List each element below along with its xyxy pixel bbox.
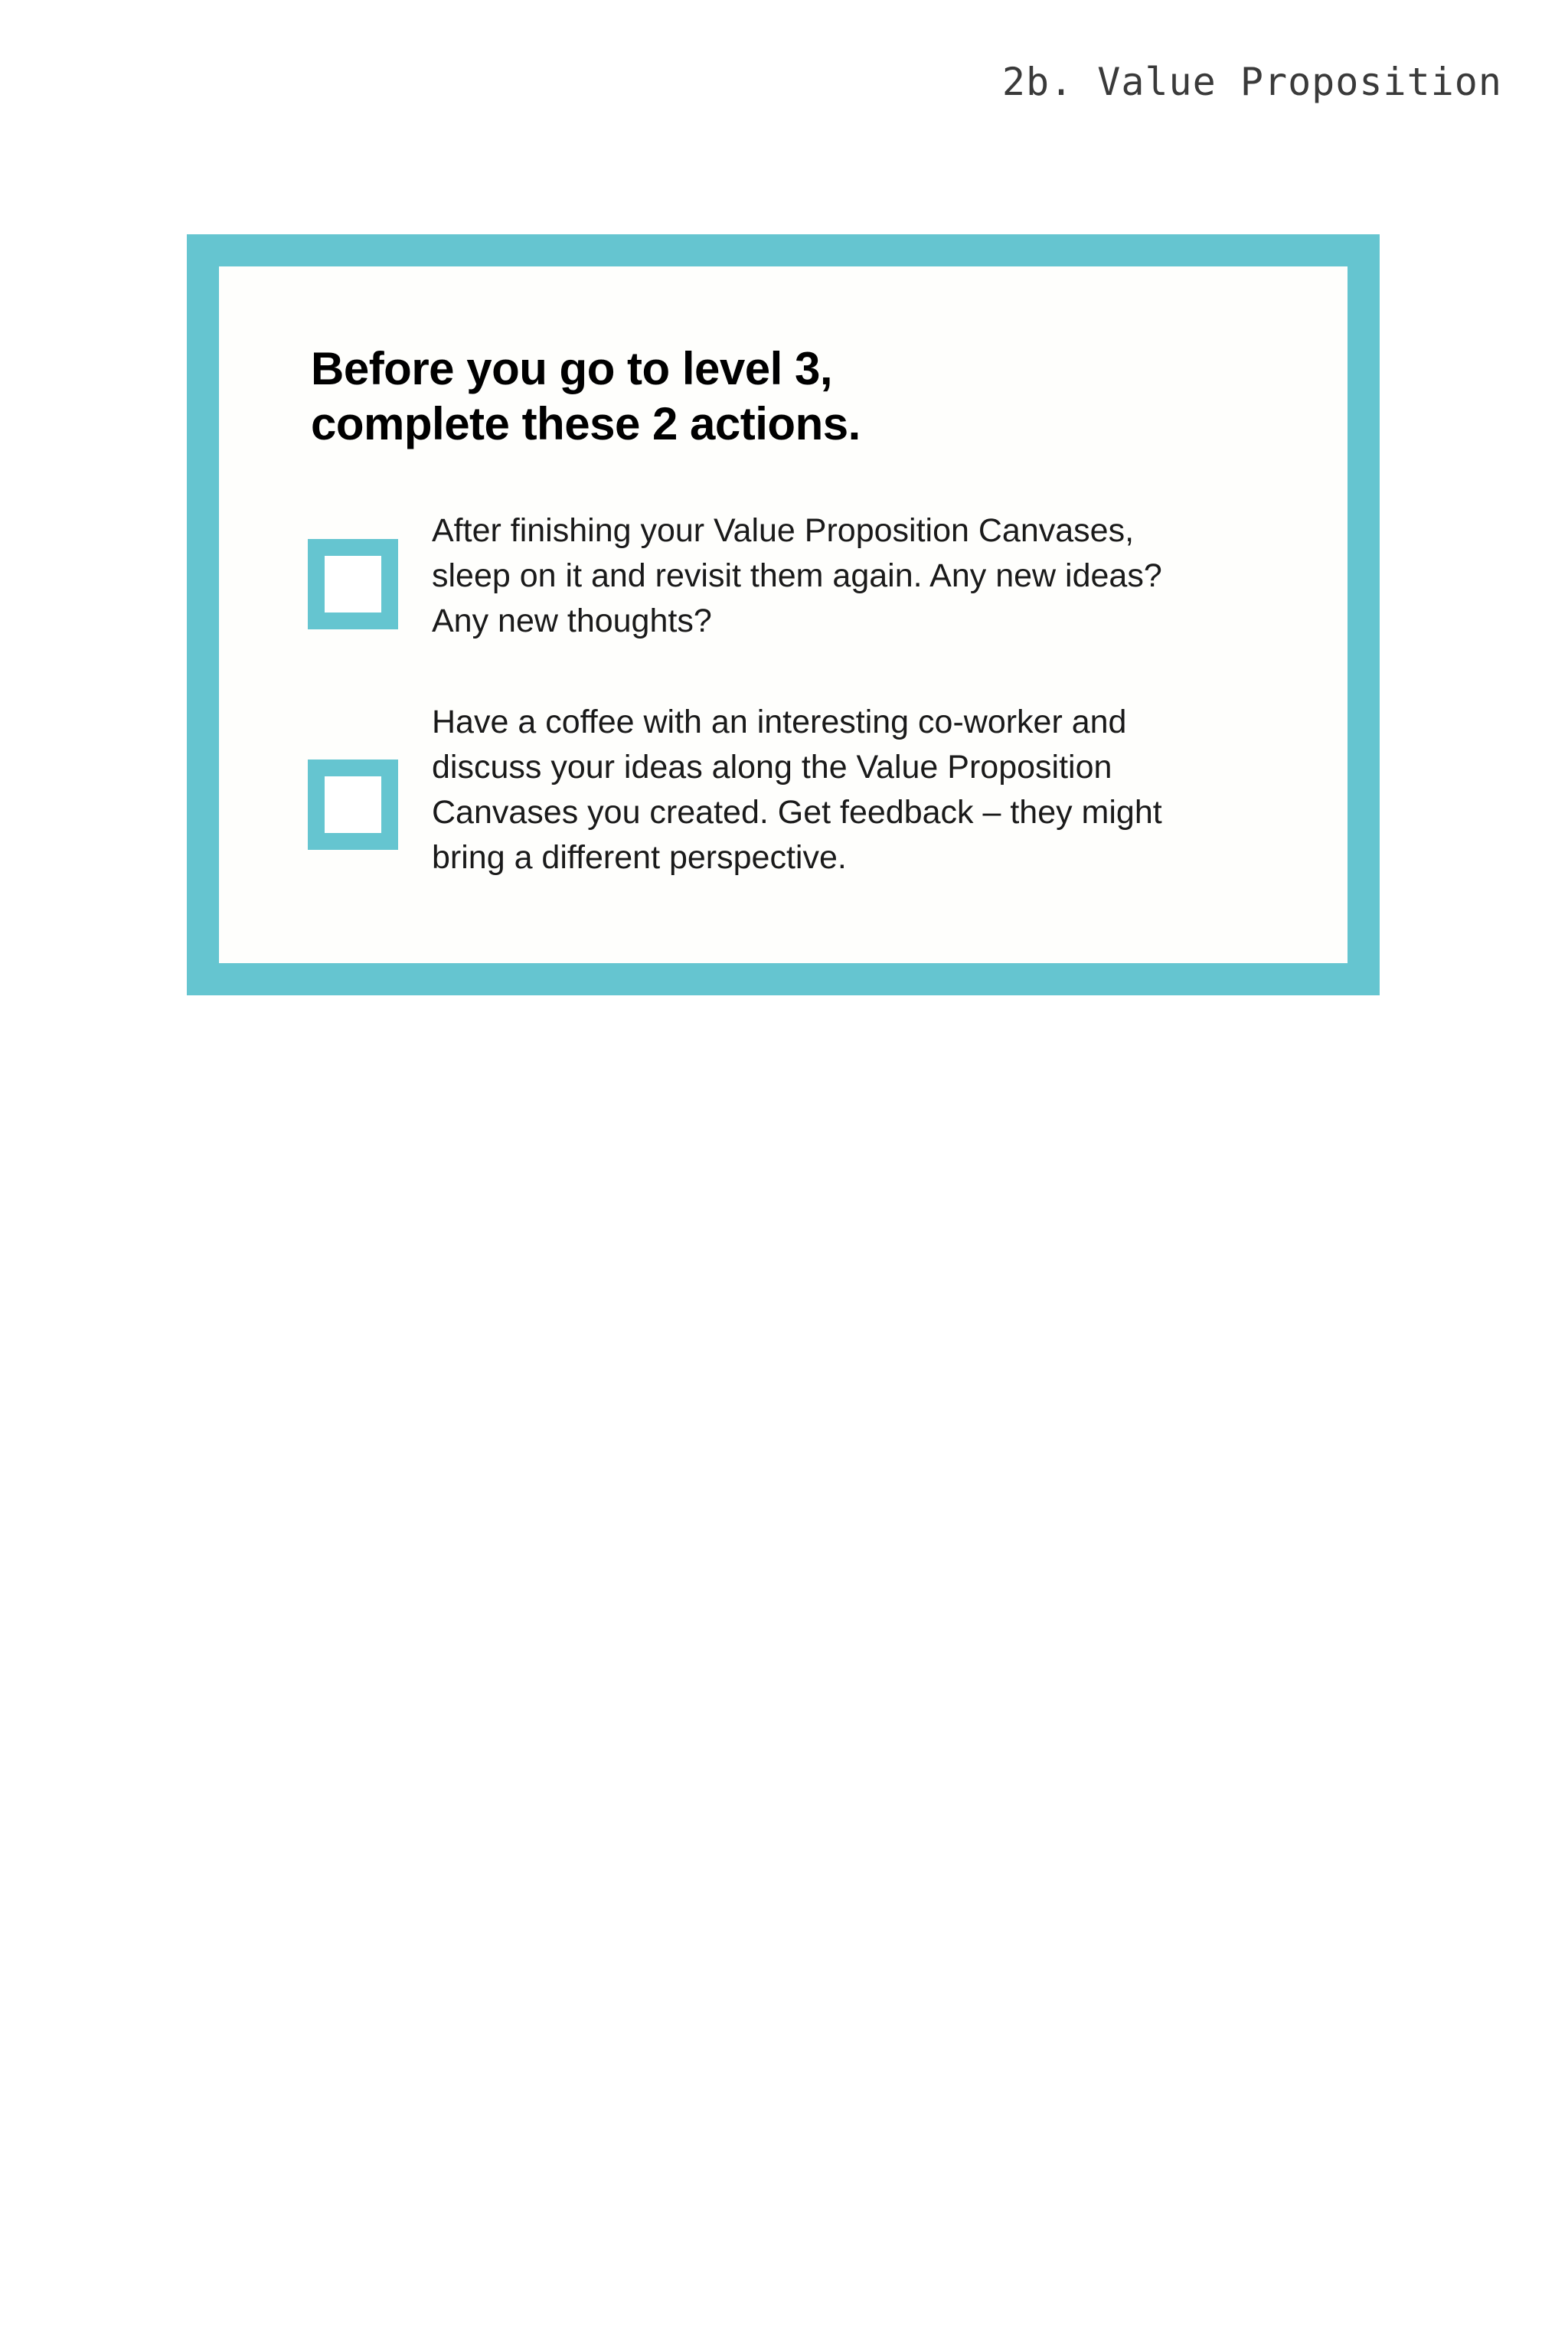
checklist-item-text: Have a coffee with an interesting co-worker and discuss your ideas along the Value Proposition Canvases you created. Get feedback – they might bring a different perspective.	[432, 704, 1162, 876]
action-checkbox[interactable]	[308, 760, 398, 850]
action-checklist-card	[187, 234, 1380, 995]
section-header: 2b. Value Proposition	[1001, 60, 1502, 104]
card-title-line-1: Before you go to level 3,	[311, 343, 832, 394]
card-title-line-2: complete these 2 actions.	[311, 398, 861, 449]
card-title	[311, 341, 1153, 452]
checklist-item-text: After finishing your Value Proposition Canvases, sleep on it and revisit them again. Any new ideas? Any new thoughts?	[432, 512, 1162, 639]
action-checkbox[interactable]	[308, 539, 398, 629]
